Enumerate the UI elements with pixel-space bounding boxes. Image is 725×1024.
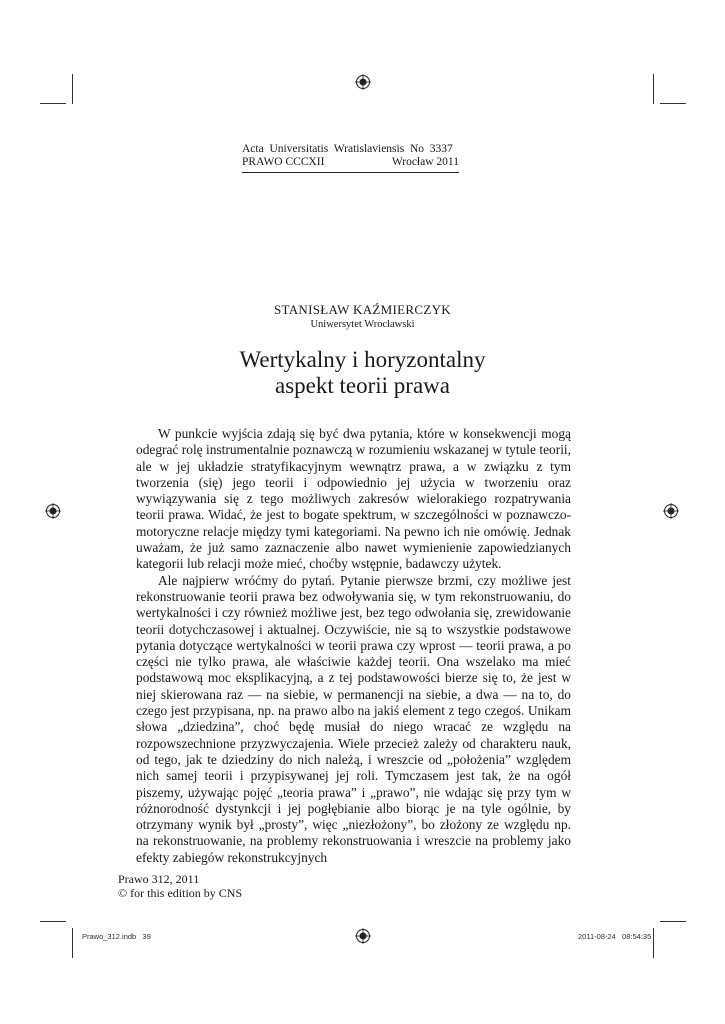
crop-mark-br-h (660, 921, 686, 922)
header-rule (242, 172, 459, 173)
footer-copyright: © for this edition by CNS (118, 886, 243, 900)
place-year: Wrocław 2011 (391, 156, 459, 168)
registration-mark-top-icon (355, 74, 371, 90)
series-line: Acta Universitatis Wratislaviensis No 3337 (242, 143, 453, 155)
registration-mark-bottom-icon (355, 928, 371, 944)
crop-mark-br-v (653, 928, 654, 958)
registration-mark-right-icon (663, 503, 679, 519)
author-affiliation: Uniwersytet Wrocławski (310, 319, 415, 330)
volume-row (242, 156, 459, 169)
author-name: STANISŁAW KAŹMIERCZYK (274, 302, 451, 317)
crop-mark-tr-h (660, 103, 686, 104)
slug-file: Prawo_312.indb 39 (82, 932, 151, 941)
crop-mark-tl-v (72, 74, 73, 104)
crop-mark-bl-h (40, 921, 66, 922)
crop-mark-tr-v (653, 74, 654, 104)
slug-timestamp: 2011-08-24 08:54:35 (578, 932, 652, 941)
registration-mark-left-icon (45, 503, 61, 519)
crop-mark-bl-v (72, 928, 73, 958)
footer-citation: Prawo 312, 2011 (118, 872, 200, 886)
title-line-1: Wertykalny i horyzontalny (239, 347, 486, 372)
page-footer (118, 872, 242, 900)
title-line-2: aspekt teorii prawa (275, 373, 450, 398)
article-title (0, 347, 725, 399)
journal-header (242, 143, 459, 169)
paragraph: W punkcie wyjścia zdają się być dwa pytania, które w konsekwencji mogą odegrać rolę instrumentalnie poznawczą w rozumieniu wskazanej w tytule teorii, ale w jej układzie stratyfikacyjnym wewnątrz prawa, a w związku z tym tworzenia (się) jego teorii i odpowiednio jej użycia w tworzeniu oraz wywiązywania się z tego możliwych zakresów wielorakiego rozpatrywania teorii prawa. Widać, że jest to bogate spektrum, w szczególności w poznawczo-motoryczne relacje między tymi kategoriami. Na pewno ich nie omówię. Jednak uważam, że już samo zaznaczenie albo nawet wymienienie zapowiedzianych kategorii lub relacji może mieć, choćby wstępnie, badawczy użytek. (136, 426, 571, 572)
article-body (136, 426, 571, 866)
crop-mark-tl-h (40, 103, 66, 104)
volume-label: PRAWO CCCXII (242, 156, 325, 168)
paragraph: Ale najpierw wróćmy do pytań. Pytanie pierwsze brzmi, czy możliwe jest rekonstruowanie teorii prawa bez odwoływania się, w tym rekonstruowaniu, do wertykalności i czy również możliwe jest, bez tego odwołania się, zrewidowanie teorii dotychczasowej i aktualnej. Oczywiście, nie są to wszystkie podstawowe pytania dotyczące wertykalności w teorii prawa czy wprost — teorii prawa, a po części nie tylko prawa, ale właściwie każdej teorii. Ona wszelako ma mieć podstawową moc eksplikacyjną, a z tej podstawowości bierze się to, że jest w niej skierowana raz — na siebie, w permanencji na siebie, a dwa — na to, do czego jest przypisana, np. na prawo albo na jakiś element z tego czegoś. Unikam słowa „dziedzina”, choć będę musiał do niego wracać ze względu na rozpowszechnione przyzwyczajenia. Wiele przecież zależy od charakteru nauk, od tego, jak te dziedziny do nich należą, i wreszcie od „położenia” względem nich samej teorii i przypisywanej jej roli. Tymczasem jest tak, że na ogół piszemy, używając pojęć „teoria prawa” i „prawo”, nie wdając się przy tym w różnorodność dystynkcji i jej pogłębianie albo biorąc je na tyle ogólnie, by otrzymany wynik był „prosty”, więc „niezłożony”, bo złożony ze względu np. na rekonstruowanie, na problemy rekonstruowania i wreszcie na problemy jako efekty zabiegów rekonstrukcyjnych (136, 572, 571, 865)
